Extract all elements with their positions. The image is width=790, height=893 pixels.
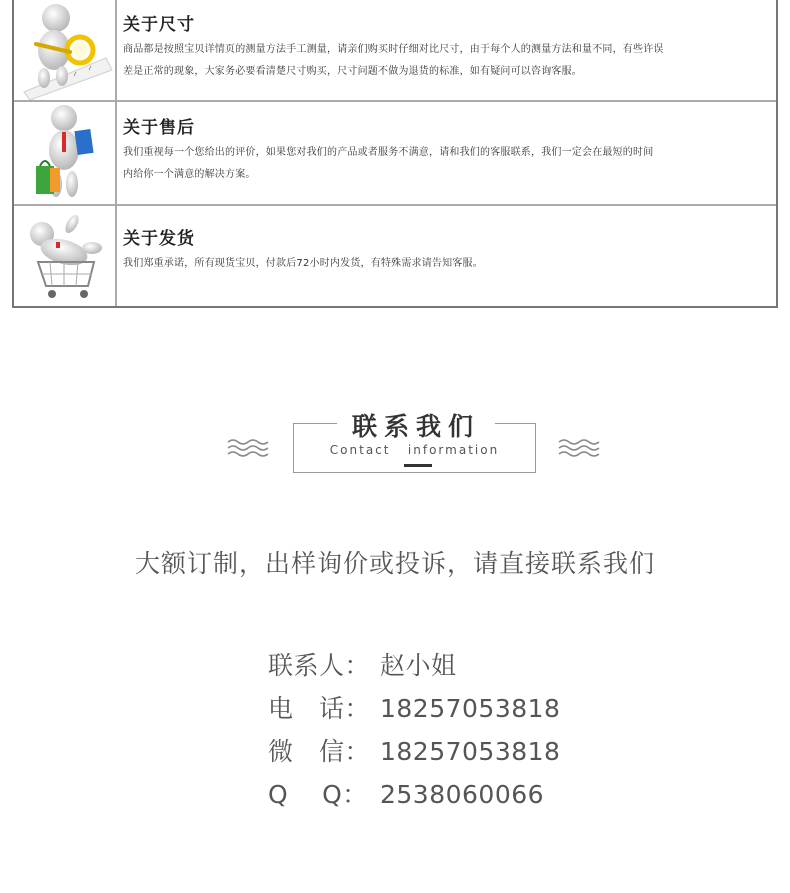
phone-line: [268, 687, 560, 730]
size-desc-line: 商品都是按照宝贝详情页的测量方法手工测量，请亲们购买时仔细对比尺寸，由于每个人的测量方法和量不同，有些许误: [123, 44, 664, 55]
wave-decoration-right-icon: [557, 437, 603, 459]
aftersales-title: 关于售后: [123, 118, 195, 138]
shopping-bag-person-icon: [14, 102, 114, 204]
qq-value[interactable]: 2538060066: [380, 780, 545, 809]
contact-person-value: 赵小姐: [380, 651, 457, 680]
size-desc-line: 差是正常的现象，大家务必要看清楚尺寸购买，尺寸问题不做为退货的标准，如有疑问可以咨询客服。: [123, 66, 582, 77]
phone-value[interactable]: 18257053818: [380, 694, 561, 723]
wechat-label: 微 信：: [268, 737, 371, 766]
contact-heading-title: 联系我们: [337, 407, 495, 443]
section-shipping: [14, 206, 776, 306]
service-info-table: [12, 0, 778, 308]
aftersales-text-cell: [117, 102, 776, 204]
qq-label: Q Q：: [268, 780, 368, 809]
wave-decoration-left-icon: [226, 437, 272, 459]
aftersales-desc: [123, 142, 776, 186]
aftersales-desc-line: 内给你一个满意的解决方案。: [123, 169, 256, 180]
size-title: 关于尺寸: [123, 15, 195, 35]
contact-details: [268, 644, 560, 816]
shipping-desc-line: 我们郑重承诺，所有现货宝贝，付款后72小时内发货，有特殊需求请告知客服。: [123, 258, 483, 269]
wechat-line: [268, 730, 560, 773]
contact-person-line: [268, 644, 560, 687]
shipping-text-cell: [117, 206, 776, 306]
qq-line: [268, 773, 560, 816]
tape-measure-person-icon: [14, 0, 114, 100]
contact-person-label: 联系人：: [268, 651, 371, 680]
contact-heading-subtitle: Contact information: [329, 443, 500, 457]
size-desc: [123, 39, 776, 83]
shipping-desc: [123, 253, 776, 275]
size-icon-cell: [14, 0, 117, 100]
shopping-cart-person-icon: [14, 206, 114, 306]
shipping-icon-cell: [14, 206, 117, 306]
contact-slogan: 大额订制，出样询价或投诉，请直接联系我们: [134, 549, 655, 578]
shipping-title: 关于发货: [123, 229, 195, 249]
size-text-cell: [117, 0, 776, 100]
wechat-value[interactable]: 18257053818: [380, 737, 561, 766]
section-aftersales: [14, 102, 776, 206]
contact-heading-underline: [404, 464, 432, 467]
section-size: [14, 0, 776, 102]
phone-label: 电 话：: [268, 694, 371, 723]
aftersales-icon-cell: [14, 102, 117, 204]
aftersales-desc-line: 我们重视每一个您给出的评价，如果您对我们的产品或者服务不满意，请和我们的客服联系，我们一定会在最短的时间: [123, 147, 654, 158]
